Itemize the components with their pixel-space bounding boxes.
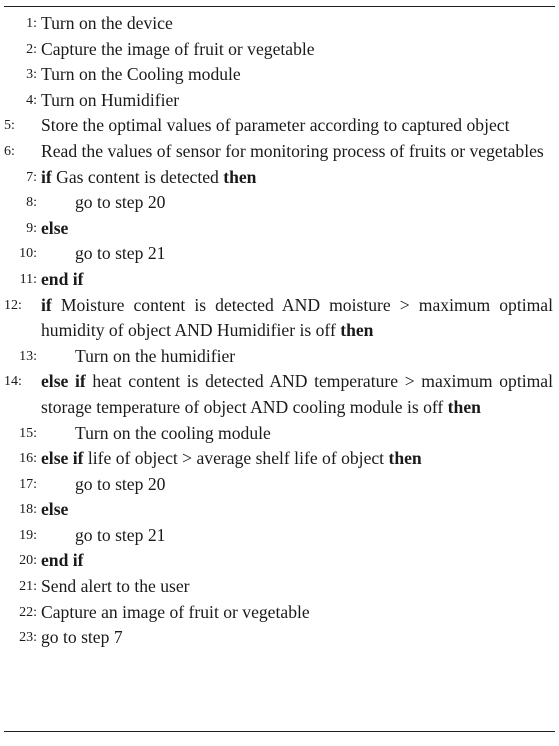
step-text: Store the optimal values of parameter according to captured object (41, 115, 510, 136)
step-number: 19: (19, 527, 37, 543)
algorithm-step-10 (4, 241, 555, 267)
step-text: go to step 21 (75, 243, 166, 264)
algorithm-step-16 (4, 446, 555, 472)
step-number: 16: (19, 451, 37, 467)
step-number: 15: (19, 425, 37, 441)
algorithm-step-5 (4, 113, 555, 139)
algorithm-step-14 (4, 369, 555, 420)
keyword: then (340, 320, 374, 341)
step-number: 22: (19, 604, 37, 620)
keyword: else (41, 499, 69, 520)
step-number: 14: (4, 374, 22, 390)
algorithm-step-20 (4, 548, 555, 574)
algorithm-step-13 (4, 344, 555, 370)
step-text: Turn on Humidifier (41, 89, 180, 110)
step-number: 4: (26, 92, 37, 108)
keyword: if (41, 166, 52, 187)
step-number: 1: (26, 16, 37, 31)
algorithm-step-7 (4, 165, 555, 191)
step-number: 8: (26, 195, 37, 211)
keyword: else if (41, 448, 84, 469)
algorithm-step-6 (4, 139, 555, 165)
keyword: end if (41, 550, 84, 571)
step-number: 5: (4, 118, 15, 134)
step-text: go to step 21 (75, 524, 166, 545)
algorithm-step-2 (4, 37, 555, 63)
keyword: then (388, 448, 422, 469)
keyword: if (41, 294, 52, 315)
step-number: 7: (26, 169, 37, 185)
step-text: Gas content is detected (51, 166, 224, 187)
step-text: Moisture content is detected AND moisture > maximum optimal humidity of object AND Humidifier is off (41, 294, 553, 341)
algorithm-step-18 (4, 497, 555, 523)
algorithm-step-21 (4, 574, 555, 600)
keyword: then (447, 396, 481, 417)
algorithm-step-19 (4, 523, 555, 549)
step-text: go to step 20 (75, 192, 166, 213)
step-text: life of object > average shelf life of object (83, 448, 389, 469)
step-text: Capture the image of fruit or vegetable (41, 38, 315, 59)
algorithm-step-15 (4, 421, 555, 447)
step-text: Capture an image of fruit or vegetable (41, 601, 310, 622)
step-text: Turn on the Cooling module (41, 64, 241, 85)
algorithm-step-12 (4, 293, 555, 344)
step-number: 17: (19, 476, 37, 492)
keyword: else if (41, 371, 86, 392)
step-text: Turn on the cooling module (75, 422, 271, 443)
algorithm-step-22 (4, 600, 555, 626)
step-number: 11: (19, 271, 37, 287)
step-number: 13: (19, 348, 37, 364)
step-text: heat content is detected AND temperature > maximum optimal storage temperature of object AND cooling module is off (41, 371, 553, 417)
keyword: end if (41, 268, 84, 289)
step-number: 9: (26, 220, 37, 236)
step-number: 21: (19, 579, 37, 595)
step-number: 20: (19, 553, 37, 569)
step-text: Turn on the device (41, 13, 173, 33)
algorithm-block (4, 6, 555, 732)
keyword: then (223, 166, 257, 187)
step-number: 23: (19, 630, 37, 646)
step-number: 18: (19, 502, 37, 518)
algorithm-step-23 (4, 625, 555, 651)
algorithm-step-3 (4, 62, 555, 88)
step-text: Read the values of sensor for monitoring process of fruits or vegetables (41, 140, 544, 161)
algorithm-step-9 (4, 216, 555, 242)
step-text: go to step 7 (41, 627, 123, 648)
step-number: 12: (4, 297, 22, 313)
algorithm-step-4 (4, 88, 555, 114)
step-number: 10: (19, 246, 37, 262)
algorithm-step-8 (4, 190, 555, 216)
algorithm-step-1 (4, 11, 555, 37)
step-number: 6: (4, 143, 15, 159)
step-number: 2: (26, 41, 37, 57)
keyword: else (41, 217, 69, 238)
algorithm-step-11 (4, 267, 555, 293)
step-number: 3: (26, 67, 37, 83)
step-text: Turn on the humidifier (75, 345, 236, 366)
step-text: Send alert to the user (41, 576, 190, 597)
algorithm-step-17 (4, 472, 555, 498)
step-text: go to step 20 (75, 473, 166, 494)
